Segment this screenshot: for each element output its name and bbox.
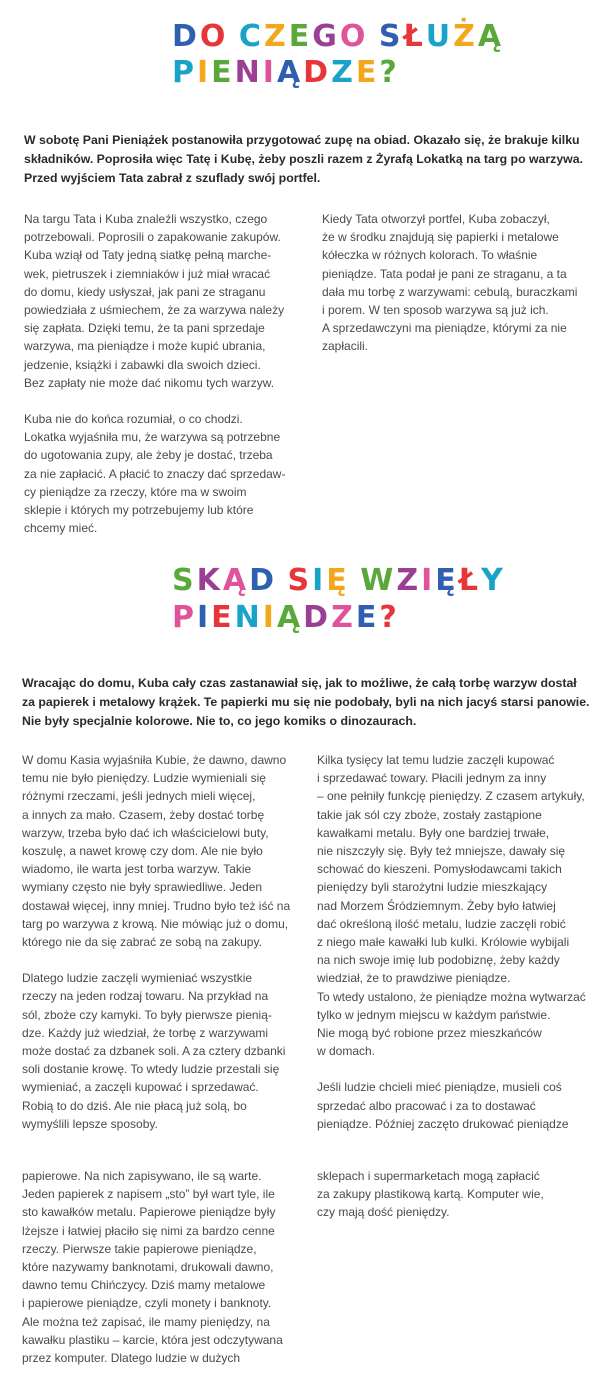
title-letter: S (287, 563, 313, 598)
title-letter: D (249, 563, 277, 598)
title-letter: Ą (276, 600, 304, 635)
section2-title-line1 (172, 563, 506, 598)
title-letter: P (172, 600, 197, 635)
continuation-right-paragraph: sklepach i supermarketach mogą zapłacić za zakupy plastikową kartą. Komputer wie, czy mają dość pieniędzy. (317, 1169, 544, 1220)
section1-title-line2 (172, 55, 400, 90)
section2-left-column (22, 751, 307, 1133)
title-letter: I (312, 563, 327, 598)
title-letter: E (288, 19, 313, 54)
title-letter: I (262, 600, 277, 635)
title-letter: Ą (222, 563, 250, 598)
section2-title-line2 (172, 600, 400, 635)
section2-right-paragraph-1: Kilka tysięcy lat temu ludzie zaczęli kupować i sprzedawać towary. Płacili jednym za inny – one pełniły funkcję pieniędzy. Z czasem artykuły, takie jak sól czy zboże, zostały zastąpione kawałkami metalu. Były one bardziej trwałe, nie niszczyły się. Były też mniejsze, dawały się schować do kieszeni. Pomysłodawcami takich pieniędzy byli starożytni ludzie mieszkający nad Morzem Śródziemnym. Żeby było łatwiej dać określoną ilość metalu, ludzie zaczęli robić z niego małe kawałki lub kulki. Królowie wybijali na nich swoje imię lub podobiznę, żeby każdy wiedział, że to prawdziwe pieniądze. To wtedy ustalono, że pieniądze można wytwarzać tylko w jednym miejscu w każdym państwie. Nie mogą być robione przez mieszkańców w domach. (317, 753, 586, 1059)
section1-left-column (24, 210, 309, 537)
title-letter: D (303, 600, 332, 635)
title-letter: D (172, 19, 200, 54)
title-letter: Y (481, 563, 506, 598)
title-letter: U (425, 19, 454, 54)
continuation-left-paragraph: papierowe. Na nich zapisywano, ile są warte. Jeden papierek z napisem „sto” był wart tyle, ile sto kawałków metalu. Papierowe pieniądze były lżejsze i łatwiej płaciło się nimi za bardzo cenne rzeczy. Pierwsze takie papierowe pieniądze, które nazywamy banknotami, drukowali dawno, dawno temu Chińczycy. Dziś mamy metalowe i papierowe pieniądze, czyli monety i banknoty. Ale można też zapisać, ile mamy pieniędzy, na kawałku plastiku – karcie, która jest odczytywana przez komputer. Dlatego ludzie w dużych (22, 1169, 283, 1366)
section1-right-paragraph-1: Kiedy Tata otworzył portfel, Kuba zobaczył, że w środku znajdują się papierki i metalowe kółeczka w różnych kolorach. To właśnie pieniądze. Tata podał je pani ze straganu, a ta dała mu torbę z warzywami: cebulą, buraczkami i porem. W ten sposob warzywa są już ich. A sprzedawczyni ma pieniądze, którymi za nie zapłacili. (322, 212, 578, 354)
title-letter: N (234, 600, 263, 635)
section2-right-paragraph-2: Jeśli ludzie chcieli mieć pieniądze, musieli coś sprzedać albo pracować i za to dostawać pieniądze. Później zaczęto drukować pieniądze (317, 1080, 569, 1131)
title-letter: I (197, 600, 212, 635)
title-letter: O (199, 19, 229, 54)
title-letter: D (303, 55, 332, 90)
section1-title-line1 (172, 19, 505, 54)
title-letter: E (211, 55, 235, 90)
title-letter: P (172, 55, 197, 90)
title-letter: Ą (477, 19, 505, 54)
title-letter: E (355, 55, 380, 90)
section1-right-column (322, 210, 597, 356)
title-letter: I (197, 55, 212, 90)
title-letter: O (339, 19, 369, 54)
title-letter: Z (396, 563, 422, 598)
section2-right-column (317, 751, 602, 1133)
title-letter: Z (263, 19, 289, 54)
title-letter: Ę (326, 563, 350, 598)
title-letter: I (421, 563, 436, 598)
title-letter: ? (379, 600, 400, 635)
title-letter: E (355, 600, 380, 635)
title-letter: Ę (435, 563, 459, 598)
title-letter: I (262, 55, 277, 90)
title-letter: W (360, 563, 397, 598)
section1-left-paragraph-2: Kuba nie do końca rozumiał, o co chodzi. Lokatka wyjaśniła mu, że warzywa są potrzebne do ugotowania zupy, ale żeby je dostać, trzeba za nie zapłacić. A płacić to znaczy dać sprzedaw- cy pieniądze za rzeczy, które ma w swoim sklepie i których my potrzebujemy lub które chcemy mieć. (24, 412, 286, 536)
section2-left-paragraph-1: W domu Kasia wyjaśniła Kubie, że dawno, dawno temu nie było pieniędzy. Ludzie wymieniali się różnymi rzeczami, jeśli jednych mieli więcej, a innych za mało. Czasem, żeby dostać torbę warzyw, trzeba było dać ich właścicielowi buty, koszulę, a nawet krowę czy dom. Ale nie było wiadomo, ile warta jest torba warzyw. Takie wymiany często nie były sprawiedliwe. Jeden dostawał więcej, inny mniej. Trudno było też iść na targ po warzywa z krową. Nie mówiąc już o domu, którego nie da się zabrać ze sobą na zakupy. (22, 753, 291, 950)
section1-left-paragraph-1: Na targu Tata i Kuba znaleźli wszystko, czego potrzebowali. Poprosili o zapakowanie zakupów. Kuba wziął od Taty jedną siatkę pełną marche- wek, pietruszek i ziemniaków i już miał wracać do domu, kiedy usłyszał, jak pani ze straganu powiedziała z uśmiechem, że za warzywa należy się zapłata. Dzięki temu, że ta pani sprzedaje warzywa, ma pieniądze i może kupić ubrania, jedzenie, książki i zabawki dla swoich dzieci. Bez zapłaty nie może dać nikomu tych warzyw. (24, 212, 285, 390)
title-letter: K (196, 563, 223, 598)
continuation-right-column (317, 1167, 602, 1222)
title-letter: Ł (458, 563, 482, 598)
section1-lead: W sobotę Pani Pieniążek postanowiła przygotować zupę na obiad. Okazało się, że brakuje kilku składników. Poprosiła więc Tatę i Kubę, żeby poszli razem z Żyrafą Lokatką na targ po warzywa. Przed wyjściem Tata zabrał z szuflady swój portfel. (24, 133, 583, 185)
title-letter: Ą (276, 55, 304, 90)
title-letter: N (234, 55, 263, 90)
title-letter: G (312, 19, 340, 54)
section2-lead: Wracając do domu, Kuba cały czas zastanawiał się, jak to możliwe, że całą torbę warzyw dostał za papierek i metalowy krążek. Te papierki mu się nie podobały, byli na nich jacyś starsi panowie. Nie były specjalnie kolorowe. Nie to, co jego komiks o dinozaurach. (22, 676, 590, 728)
title-letter: Ż (453, 19, 478, 54)
title-letter: ? (379, 55, 400, 90)
title-letter: S (378, 19, 404, 54)
title-letter: C (238, 19, 264, 54)
continuation-left-column (22, 1167, 307, 1367)
title-letter: E (211, 600, 235, 635)
title-letter: Ł (403, 19, 426, 54)
section2-left-paragraph-2: Dlatego ludzie zaczęli wymieniać wszystkie rzeczy na jeden rodzaj towaru. Na przykład na sól, zboże czy kamyki. To były pierwsze pienią- dze. Każdy już wiedział, że torbę z warzywami może dostać za dzbanek soli. A za cztery dzbanki soli dostanie krowę. To wtedy ludzie przestali się wymieniać, a zaczęli kupować i sprzedawać. Robią to do dziś. Ale nie płacą już solą, bo wymyślili lepsze sposoby. (22, 971, 286, 1131)
title-letter: Z (331, 55, 356, 90)
title-letter: S (172, 563, 197, 598)
title-letter: Z (331, 600, 356, 635)
